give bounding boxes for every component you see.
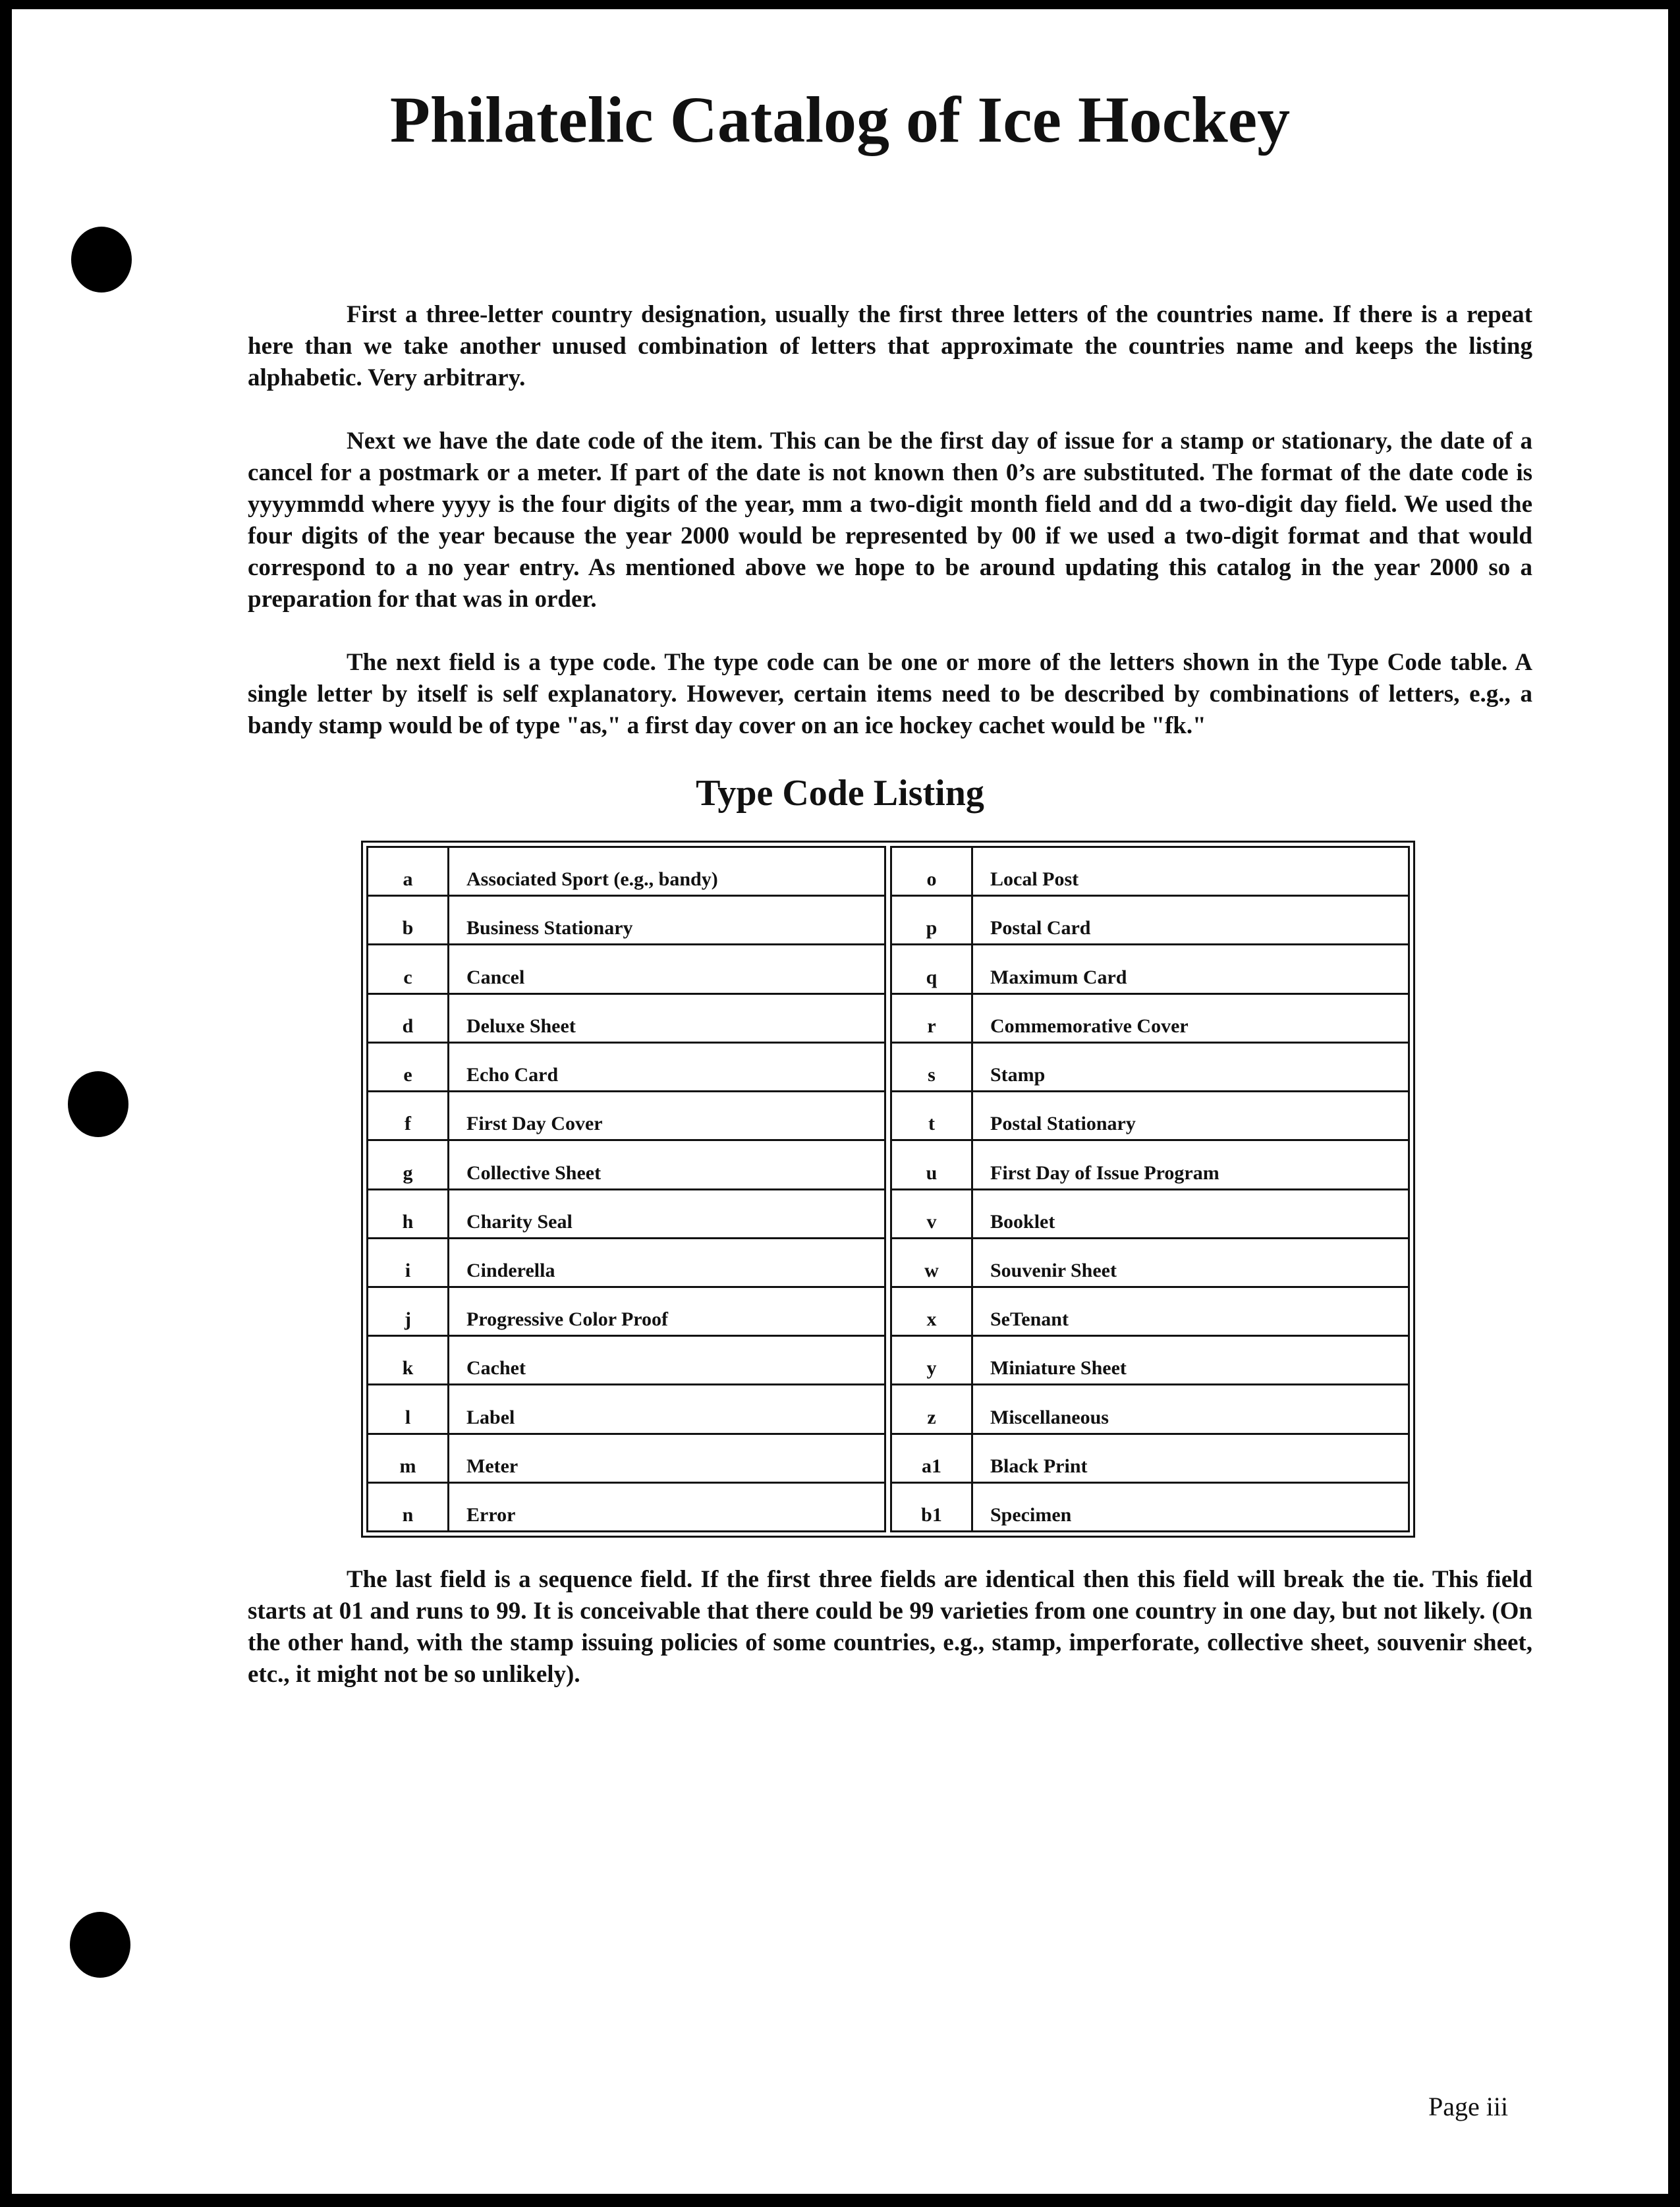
type-code: b: [368, 897, 449, 943]
table-row: [368, 1141, 884, 1190]
type-code: l: [368, 1385, 449, 1432]
type-description: Deluxe Sheet: [466, 1015, 576, 1037]
paragraph-country-code: First a three-letter country designation, usually the first three letters of the countries name. If there is a repeat here than we take another unused combination of letters that approximate the countries name and keeps the listing alphabetic. Very arbitrary.: [248, 301, 1532, 391]
table-row: [368, 1337, 884, 1385]
table-row: [892, 1337, 1408, 1385]
table-row: [892, 1190, 1408, 1239]
paragraph-sequence-field: The last field is a sequence field. If the first three fields are identical then this field will break the tie. This field starts at 01 and runs to 99. It is conceivable that there could be 99 varieties from one country in one day, but not likely. (On the other hand, with the stamp issuing policies of some countries, e.g., stamp, imperforate, collective sheet, souvenir sheet, etc., it might not be so unlikely).: [248, 1566, 1532, 1688]
type-description: Local Post: [990, 868, 1079, 891]
type-description: Charity Seal: [466, 1210, 573, 1233]
type-code-table: [361, 841, 1415, 1538]
type-code: h: [368, 1190, 449, 1237]
type-description: Meter: [466, 1455, 518, 1477]
type-code: x: [892, 1288, 973, 1335]
type-description: Booklet: [990, 1210, 1055, 1233]
type-description: Label: [466, 1406, 515, 1428]
table-row: [368, 1092, 884, 1141]
type-code: t: [892, 1092, 973, 1139]
type-code: b1: [892, 1484, 973, 1530]
type-description: Specimen: [990, 1504, 1072, 1526]
type-description: Stamp: [990, 1064, 1046, 1086]
paragraph-type-code: The next field is a type code. The type code can be one or more of the letters shown in the Type Code table. A single letter by itself is self explanatory. However, certain items need to be described by combinations of letters, e.g., a bandy stamp would be of type "as," a first day cover on an ice hockey cachet would be "fk.": [248, 649, 1532, 739]
type-code: a1: [892, 1435, 973, 1482]
type-code: u: [892, 1141, 973, 1188]
type-code: z: [892, 1385, 973, 1432]
type-description: Progressive Color Proof: [466, 1308, 669, 1331]
document-page: [12, 9, 1668, 2194]
table-row: [368, 1484, 884, 1530]
type-code: k: [368, 1337, 449, 1383]
type-description: Cancel: [466, 966, 525, 988]
table-row: [368, 848, 884, 897]
table-row: [892, 897, 1408, 945]
table-row: [892, 1385, 1408, 1434]
type-code: o: [892, 848, 973, 895]
table-row: [892, 945, 1408, 994]
type-code-column-left: [366, 846, 886, 1532]
type-code: j: [368, 1288, 449, 1335]
table-row: [368, 1190, 884, 1239]
type-code: e: [368, 1044, 449, 1090]
paragraph-date-code: Next we have the date code of the item. This can be the first day of issue for a stamp or stationary, the date of a cancel for a postmark or a meter. If part of the date is not known then 0’s are substituted. The format of the date code is yyyymmdd where yyyy is the four digits of the year, mm a two-digit month field and dd a two-digit day field. We used the four digits of the year because the year 2000 would be represented by 00 if we used a two-digit format and that would correspond to a no year entry. As mentioned above we hope to be around updating this catalog in the year 2000 so a preparation for that was in order.: [248, 428, 1532, 613]
type-description: Cachet: [466, 1357, 526, 1380]
type-description: Miscellaneous: [990, 1406, 1109, 1428]
type-code: i: [368, 1239, 449, 1286]
type-description: Maximum Card: [990, 966, 1127, 988]
table-row: [368, 1385, 884, 1434]
page-number: Page iii: [1428, 2092, 1509, 2121]
table-row: [368, 995, 884, 1044]
type-description: First Day Cover: [466, 1113, 603, 1135]
table-row: [892, 1044, 1408, 1092]
type-description: Souvenir Sheet: [990, 1259, 1117, 1281]
type-code: f: [368, 1092, 449, 1139]
type-description: Error: [466, 1504, 516, 1526]
type-description: Collective Sheet: [466, 1161, 602, 1184]
type-code: y: [892, 1337, 973, 1383]
table-row: [368, 945, 884, 994]
table-row: [368, 897, 884, 945]
type-description: Business Stationary: [466, 917, 633, 939]
table-row: [892, 848, 1408, 897]
type-code: r: [892, 995, 973, 1042]
type-description: Postal Card: [990, 917, 1091, 939]
punch-hole-top: [71, 227, 132, 293]
table-row: [368, 1239, 884, 1288]
type-code: m: [368, 1435, 449, 1482]
type-code: n: [368, 1484, 449, 1530]
type-code: q: [892, 945, 973, 992]
type-code-column-right: [890, 846, 1410, 1532]
type-description: Miniature Sheet: [990, 1357, 1127, 1380]
type-code: g: [368, 1141, 449, 1188]
table-row: [892, 1288, 1408, 1337]
type-code: w: [892, 1239, 973, 1286]
type-description: First Day of Issue Program: [990, 1161, 1219, 1184]
type-description: Postal Stationary: [990, 1113, 1136, 1135]
table-row: [892, 1484, 1408, 1530]
page-title: Philatelic Catalog of Ice Hockey: [389, 83, 1291, 156]
punch-hole-middle: [68, 1071, 128, 1137]
type-code: d: [368, 995, 449, 1042]
type-description: SeTenant: [990, 1308, 1069, 1331]
type-code: p: [892, 897, 973, 943]
type-description: Echo Card: [466, 1064, 559, 1086]
table-row: [368, 1435, 884, 1484]
type-description: Commemorative Cover: [990, 1015, 1189, 1037]
type-code: s: [892, 1044, 973, 1090]
type-code: v: [892, 1190, 973, 1237]
table-row: [892, 1239, 1408, 1288]
type-code: c: [368, 945, 449, 992]
table-row: [892, 1092, 1408, 1141]
table-title: Type Code Listing: [696, 773, 984, 814]
type-description: Black Print: [990, 1455, 1088, 1477]
table-row: [892, 995, 1408, 1044]
table-row: [892, 1141, 1408, 1190]
punch-hole-bottom: [70, 1912, 130, 1978]
table-row: [368, 1044, 884, 1092]
type-code: a: [368, 848, 449, 895]
table-row: [892, 1435, 1408, 1484]
table-row: [368, 1288, 884, 1337]
type-description: Associated Sport (e.g., bandy): [466, 868, 718, 891]
type-description: Cinderella: [466, 1259, 555, 1281]
